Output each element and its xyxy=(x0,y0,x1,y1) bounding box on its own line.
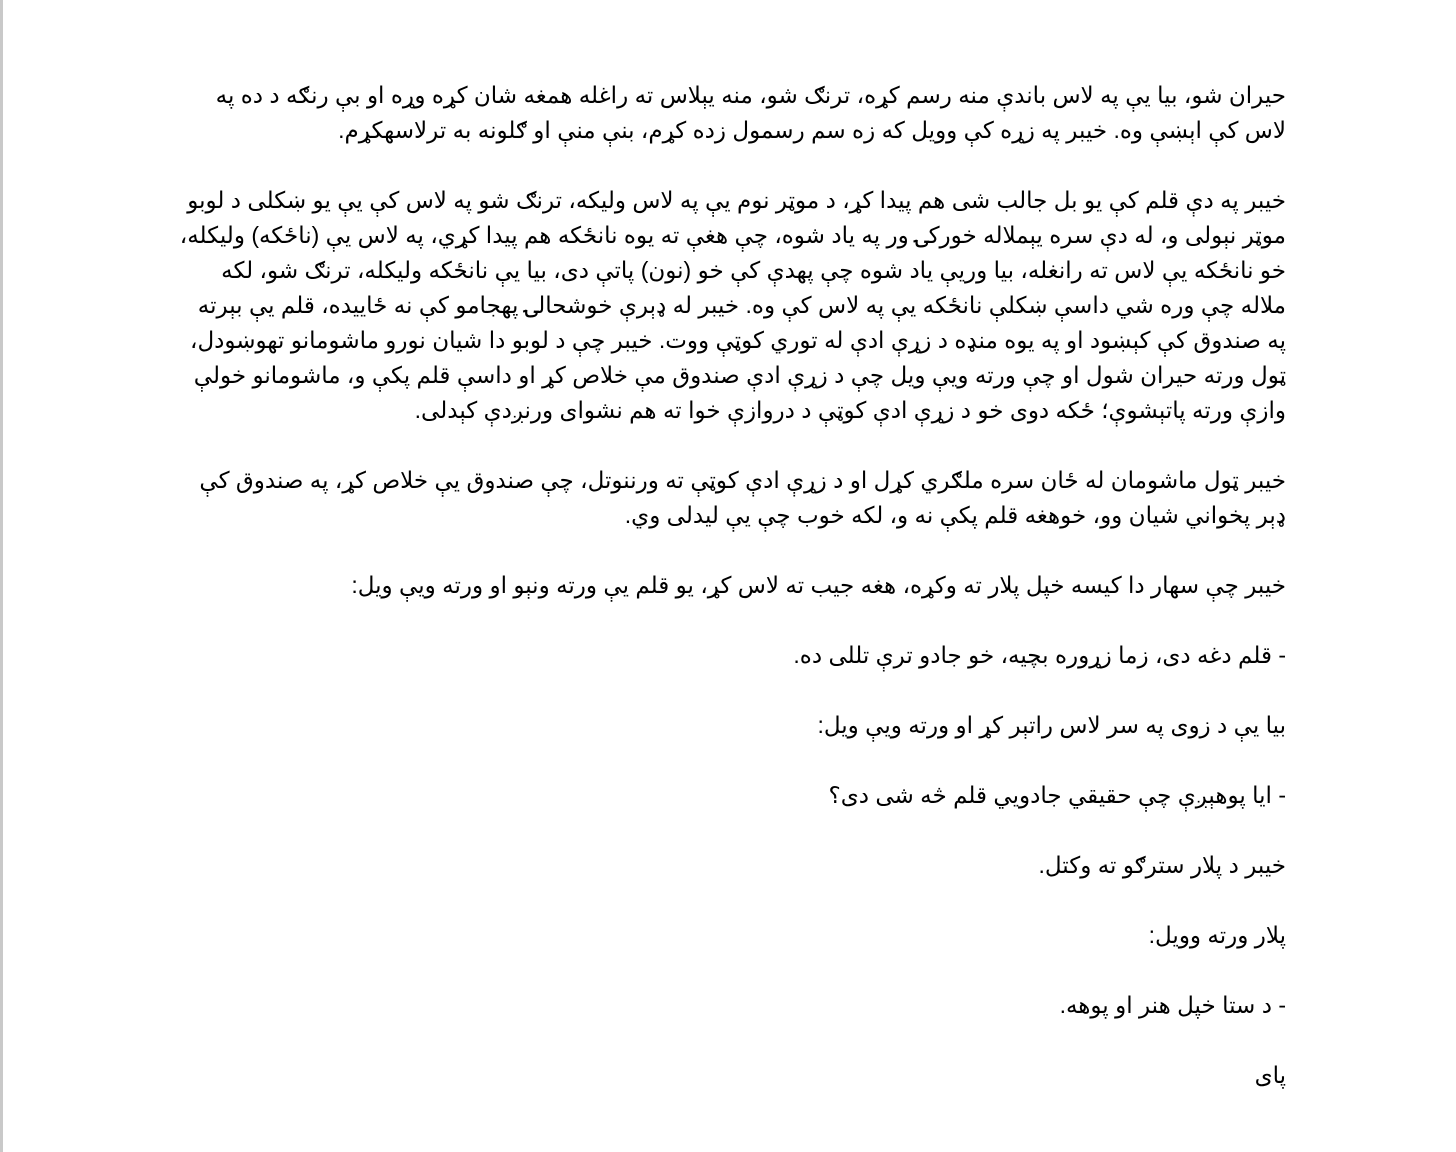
paragraph-1: حیران شو، بیا یې په لاس باندې منه رسم کړه، ترنګ شو، منه یېلاس ته راغله همغه شان کړه وړه او بې رنګه د ده په لاس کې اېښې وه. خیبر په زړه کې وویل که زه سم رسمول زده کړم، بنې منې او ګلونه به ترلاسهکړم. xyxy=(215,82,1286,143)
paragraph-8: خیبر د پلار سترګو ته وکتل. xyxy=(1038,852,1286,878)
page-edge xyxy=(0,0,3,1152)
paragraph-4: خیبر چې سهار دا کیسه خپل پلار ته وکړه، هغه جیب ته لاس کړ، یو قلم یې ورته ونېو او ورته ویې ویل: xyxy=(351,572,1286,598)
paragraph-2: خیبر په دې قلم کې یو بل جالب شی هم پیدا کړ، د موټر نوم یې په لاس ولیکه، ترنګ شو په لاس کې یې یو ښکلی د لوبو موټر نېولی و، له دې سره یېملاله خورکۍ ور په یاد شوه، چې هغې ته یوه نانځکه هم پیدا کړي، په لاس یې (ناځکه) ولیکله، خو نانځکه یې لاس ته رانغله، بیا وریې یاد شوه چې پهدې کې خو (نون) پاتې دی، بیا یې نانځکه ولیکله، ترنګ شو، لکه ملاله چې وره شي داسې ښکلې نانځکه یې په لاس کې وه. خیبر له ډېرې خوشحالۍ پهجامو کې نه ځاییده، قلم یې بېرته په صندوق کې کېښود او په یوه منډه د زړې ادې له توري کوټې ووت. خیبر چې د لوبو دا شیان نورو ماشومانو تهوښودل، ټول ورته حیران شول او چې ورته ویې ویل چې د زړې ادې صندوق مې خلاص کړ او داسې قلم پکې و، ماشومانو خولې وازې ورته پاتېشوې؛ ځکه دوی خو د زړې ادې کوټې د دروازې خوا ته هم نشوای ورنږدې کېدلی. xyxy=(179,187,1286,423)
paragraph-end: پای xyxy=(1254,1062,1286,1088)
paragraph-6: بیا یې د زوی په سر لاس راتېر کړ او ورته ویې ویل: xyxy=(817,712,1286,738)
paragraph-3: خیبر ټول ماشومان له ځان سره ملګري کړل او د زړې ادې کوټې ته ورننوتل، چې صندوق یې خلاص کړ، په صندوق کې ډېر پخواني شیان وو، خوهغه قلم پکې نه و، لکه خوب چې یې لیدلی وي. xyxy=(199,467,1286,528)
paragraph-10: - د ستا خپل هنر او پوهه. xyxy=(1059,992,1286,1018)
paragraph-9: پلار ورته وویل: xyxy=(1148,922,1286,948)
document-body xyxy=(178,78,1286,1093)
paragraph-5: - قلم دغه دی، زما زړوره بچیه، خو جادو ترې تللی ده. xyxy=(793,642,1286,668)
paragraph-7: - ایا پوهېږې چې حقیقي جادویي قلم څه شی دی؟ xyxy=(828,782,1286,808)
